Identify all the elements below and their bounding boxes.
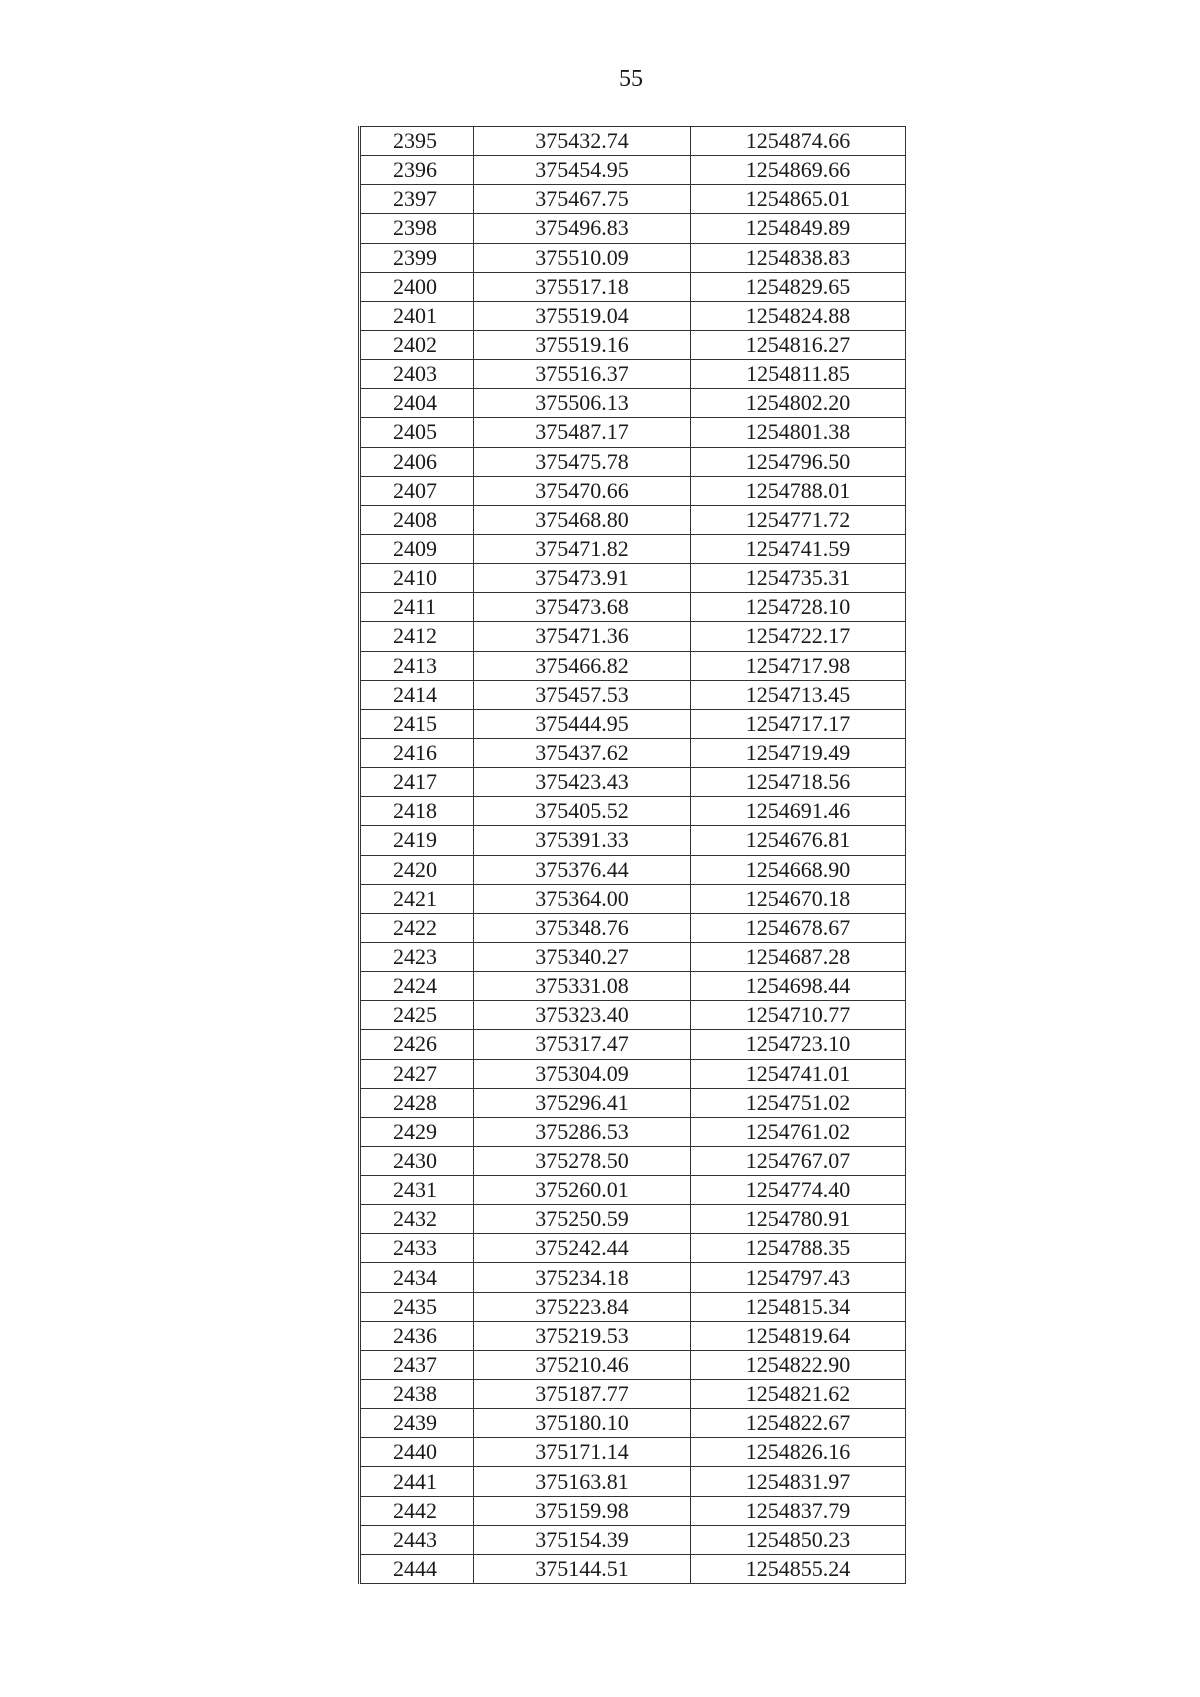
y-coordinate-cell: 1254869.66 [691, 156, 906, 185]
x-coordinate-cell: 375296.41 [474, 1088, 691, 1117]
x-coordinate-cell: 375154.39 [474, 1525, 691, 1554]
point-number-cell: 2420 [360, 855, 474, 884]
x-coordinate-cell: 375304.09 [474, 1059, 691, 1088]
y-coordinate-cell: 1254797.43 [691, 1263, 906, 1292]
point-number-cell: 2418 [360, 797, 474, 826]
table-row [360, 418, 906, 447]
y-coordinate-cell: 1254831.97 [691, 1467, 906, 1496]
table-row [360, 156, 906, 185]
table-row [360, 127, 906, 156]
point-number-cell: 2430 [360, 1146, 474, 1175]
y-coordinate-cell: 1254822.67 [691, 1409, 906, 1438]
table-row [360, 360, 906, 389]
y-coordinate-cell: 1254717.98 [691, 651, 906, 680]
x-coordinate-cell: 375159.98 [474, 1496, 691, 1525]
page-number: 55 [619, 66, 643, 92]
y-coordinate-cell: 1254855.24 [691, 1554, 906, 1583]
x-coordinate-cell: 375487.17 [474, 418, 691, 447]
x-coordinate-cell: 375475.78 [474, 447, 691, 476]
x-coordinate-cell: 375219.53 [474, 1321, 691, 1350]
x-coordinate-cell: 375457.53 [474, 680, 691, 709]
table-row [360, 301, 906, 330]
x-coordinate-cell: 375234.18 [474, 1263, 691, 1292]
point-number-cell: 2413 [360, 651, 474, 680]
point-number-cell: 2417 [360, 768, 474, 797]
x-coordinate-cell: 375471.36 [474, 622, 691, 651]
y-coordinate-cell: 1254865.01 [691, 185, 906, 214]
table-row [360, 826, 906, 855]
table-row [360, 1059, 906, 1088]
table-row [360, 1030, 906, 1059]
table-row [360, 651, 906, 680]
point-number-cell: 2434 [360, 1263, 474, 1292]
table-row [360, 1234, 906, 1263]
table-row [360, 1467, 906, 1496]
point-number-cell: 2396 [360, 156, 474, 185]
x-coordinate-cell: 375323.40 [474, 1001, 691, 1030]
y-coordinate-cell: 1254717.17 [691, 709, 906, 738]
table-row [360, 1525, 906, 1554]
point-number-cell: 2397 [360, 185, 474, 214]
y-coordinate-cell: 1254735.31 [691, 564, 906, 593]
x-coordinate-cell: 375278.50 [474, 1146, 691, 1175]
y-coordinate-cell: 1254718.56 [691, 768, 906, 797]
point-number-cell: 2404 [360, 389, 474, 418]
table-row [360, 768, 906, 797]
y-coordinate-cell: 1254728.10 [691, 593, 906, 622]
x-coordinate-cell: 375519.16 [474, 330, 691, 359]
table-row [360, 534, 906, 563]
point-number-cell: 2400 [360, 272, 474, 301]
point-number-cell: 2415 [360, 709, 474, 738]
y-coordinate-cell: 1254767.07 [691, 1146, 906, 1175]
x-coordinate-cell: 375242.44 [474, 1234, 691, 1263]
table-row [360, 330, 906, 359]
y-coordinate-cell: 1254678.67 [691, 913, 906, 942]
x-coordinate-cell: 375163.81 [474, 1467, 691, 1496]
x-coordinate-cell: 375391.33 [474, 826, 691, 855]
point-number-cell: 2395 [360, 127, 474, 156]
table-row [360, 389, 906, 418]
x-coordinate-cell: 375423.43 [474, 768, 691, 797]
table-row [360, 1117, 906, 1146]
point-number-cell: 2408 [360, 505, 474, 534]
x-coordinate-cell: 375250.59 [474, 1205, 691, 1234]
x-coordinate-cell: 375519.04 [474, 301, 691, 330]
point-number-cell: 2424 [360, 972, 474, 1001]
y-coordinate-cell: 1254741.01 [691, 1059, 906, 1088]
table-row [360, 942, 906, 971]
y-coordinate-cell: 1254670.18 [691, 884, 906, 913]
x-coordinate-cell: 375468.80 [474, 505, 691, 534]
y-coordinate-cell: 1254801.38 [691, 418, 906, 447]
y-coordinate-cell: 1254796.50 [691, 447, 906, 476]
y-coordinate-cell: 1254824.88 [691, 301, 906, 330]
point-number-cell: 2416 [360, 738, 474, 767]
y-coordinate-cell: 1254816.27 [691, 330, 906, 359]
table-row [360, 884, 906, 913]
point-number-cell: 2437 [360, 1350, 474, 1379]
point-number-cell: 2433 [360, 1234, 474, 1263]
table-row [360, 1496, 906, 1525]
point-number-cell: 2409 [360, 534, 474, 563]
table-row [360, 738, 906, 767]
table-row [360, 593, 906, 622]
y-coordinate-cell: 1254722.17 [691, 622, 906, 651]
point-number-cell: 2410 [360, 564, 474, 593]
x-coordinate-cell: 375331.08 [474, 972, 691, 1001]
x-coordinate-cell: 375286.53 [474, 1117, 691, 1146]
y-coordinate-cell: 1254821.62 [691, 1380, 906, 1409]
table-row [360, 1292, 906, 1321]
point-number-cell: 2411 [360, 593, 474, 622]
point-number-cell: 2399 [360, 243, 474, 272]
y-coordinate-cell: 1254850.23 [691, 1525, 906, 1554]
y-coordinate-cell: 1254802.20 [691, 389, 906, 418]
x-coordinate-cell: 375187.77 [474, 1380, 691, 1409]
x-coordinate-cell: 375260.01 [474, 1176, 691, 1205]
y-coordinate-cell: 1254691.46 [691, 797, 906, 826]
y-coordinate-cell: 1254811.85 [691, 360, 906, 389]
x-coordinate-cell: 375506.13 [474, 389, 691, 418]
point-number-cell: 2406 [360, 447, 474, 476]
point-number-cell: 2422 [360, 913, 474, 942]
x-coordinate-cell: 375517.18 [474, 272, 691, 301]
y-coordinate-cell: 1254780.91 [691, 1205, 906, 1234]
x-coordinate-cell: 375405.52 [474, 797, 691, 826]
point-number-cell: 2398 [360, 214, 474, 243]
y-coordinate-cell: 1254687.28 [691, 942, 906, 971]
point-number-cell: 2427 [360, 1059, 474, 1088]
table-row [360, 272, 906, 301]
x-coordinate-cell: 375171.14 [474, 1438, 691, 1467]
table-row [360, 1176, 906, 1205]
x-coordinate-cell: 375510.09 [474, 243, 691, 272]
point-number-cell: 2441 [360, 1467, 474, 1496]
y-coordinate-cell: 1254774.40 [691, 1176, 906, 1205]
x-coordinate-cell: 375376.44 [474, 855, 691, 884]
table-row [360, 214, 906, 243]
table-row [360, 505, 906, 534]
table-row [360, 972, 906, 1001]
point-number-cell: 2444 [360, 1554, 474, 1583]
x-coordinate-cell: 375470.66 [474, 476, 691, 505]
point-number-cell: 2429 [360, 1117, 474, 1146]
point-number-cell: 2438 [360, 1380, 474, 1409]
point-number-cell: 2407 [360, 476, 474, 505]
x-coordinate-cell: 375340.27 [474, 942, 691, 971]
table-row [360, 185, 906, 214]
point-number-cell: 2423 [360, 942, 474, 971]
x-coordinate-cell: 375466.82 [474, 651, 691, 680]
table-row [360, 1350, 906, 1379]
point-number-cell: 2428 [360, 1088, 474, 1117]
table-row [360, 1088, 906, 1117]
y-coordinate-cell: 1254815.34 [691, 1292, 906, 1321]
x-coordinate-cell: 375364.00 [474, 884, 691, 913]
table-row [360, 1321, 906, 1350]
y-coordinate-cell: 1254829.65 [691, 272, 906, 301]
point-number-cell: 2443 [360, 1525, 474, 1554]
table-row [360, 1205, 906, 1234]
table-row [360, 913, 906, 942]
x-coordinate-cell: 375317.47 [474, 1030, 691, 1059]
y-coordinate-cell: 1254698.44 [691, 972, 906, 1001]
x-coordinate-cell: 375454.95 [474, 156, 691, 185]
y-coordinate-cell: 1254819.64 [691, 1321, 906, 1350]
y-coordinate-cell: 1254822.90 [691, 1350, 906, 1379]
y-coordinate-cell: 1254761.02 [691, 1117, 906, 1146]
table-row [360, 1438, 906, 1467]
point-number-cell: 2425 [360, 1001, 474, 1030]
point-number-cell: 2436 [360, 1321, 474, 1350]
y-coordinate-cell: 1254751.02 [691, 1088, 906, 1117]
x-coordinate-cell: 375437.62 [474, 738, 691, 767]
y-coordinate-cell: 1254788.01 [691, 476, 906, 505]
x-coordinate-cell: 375144.51 [474, 1554, 691, 1583]
table-row [360, 564, 906, 593]
table-row [360, 1380, 906, 1409]
y-coordinate-cell: 1254874.66 [691, 127, 906, 156]
table-row [360, 243, 906, 272]
table-row [360, 1554, 906, 1583]
table-row [360, 1409, 906, 1438]
y-coordinate-cell: 1254741.59 [691, 534, 906, 563]
point-number-cell: 2435 [360, 1292, 474, 1321]
point-number-cell: 2403 [360, 360, 474, 389]
x-coordinate-cell: 375471.82 [474, 534, 691, 563]
point-number-cell: 2414 [360, 680, 474, 709]
coordinates-table-body [360, 127, 906, 1584]
y-coordinate-cell: 1254676.81 [691, 826, 906, 855]
y-coordinate-cell: 1254723.10 [691, 1030, 906, 1059]
coordinates-table [358, 126, 906, 1584]
point-number-cell: 2419 [360, 826, 474, 855]
point-number-cell: 2421 [360, 884, 474, 913]
table-row [360, 797, 906, 826]
point-number-cell: 2431 [360, 1176, 474, 1205]
x-coordinate-cell: 375180.10 [474, 1409, 691, 1438]
x-coordinate-cell: 375223.84 [474, 1292, 691, 1321]
y-coordinate-cell: 1254788.35 [691, 1234, 906, 1263]
point-number-cell: 2442 [360, 1496, 474, 1525]
point-number-cell: 2412 [360, 622, 474, 651]
y-coordinate-cell: 1254837.79 [691, 1496, 906, 1525]
x-coordinate-cell: 375467.75 [474, 185, 691, 214]
y-coordinate-cell: 1254849.89 [691, 214, 906, 243]
x-coordinate-cell: 375348.76 [474, 913, 691, 942]
x-coordinate-cell: 375210.46 [474, 1350, 691, 1379]
table-row [360, 1001, 906, 1030]
y-coordinate-cell: 1254710.77 [691, 1001, 906, 1030]
y-coordinate-cell: 1254668.90 [691, 855, 906, 884]
point-number-cell: 2426 [360, 1030, 474, 1059]
x-coordinate-cell: 375473.68 [474, 593, 691, 622]
point-number-cell: 2440 [360, 1438, 474, 1467]
y-coordinate-cell: 1254771.72 [691, 505, 906, 534]
table-row [360, 622, 906, 651]
x-coordinate-cell: 375432.74 [474, 127, 691, 156]
x-coordinate-cell: 375496.83 [474, 214, 691, 243]
table-row [360, 709, 906, 738]
y-coordinate-cell: 1254713.45 [691, 680, 906, 709]
point-number-cell: 2402 [360, 330, 474, 359]
table-row [360, 1146, 906, 1175]
point-number-cell: 2432 [360, 1205, 474, 1234]
x-coordinate-cell: 375516.37 [474, 360, 691, 389]
x-coordinate-cell: 375473.91 [474, 564, 691, 593]
table-row [360, 447, 906, 476]
table-row [360, 855, 906, 884]
table-row [360, 476, 906, 505]
table-row [360, 1263, 906, 1292]
y-coordinate-cell: 1254719.49 [691, 738, 906, 767]
y-coordinate-cell: 1254838.83 [691, 243, 906, 272]
point-number-cell: 2405 [360, 418, 474, 447]
y-coordinate-cell: 1254826.16 [691, 1438, 906, 1467]
point-number-cell: 2401 [360, 301, 474, 330]
x-coordinate-cell: 375444.95 [474, 709, 691, 738]
point-number-cell: 2439 [360, 1409, 474, 1438]
table-row [360, 680, 906, 709]
